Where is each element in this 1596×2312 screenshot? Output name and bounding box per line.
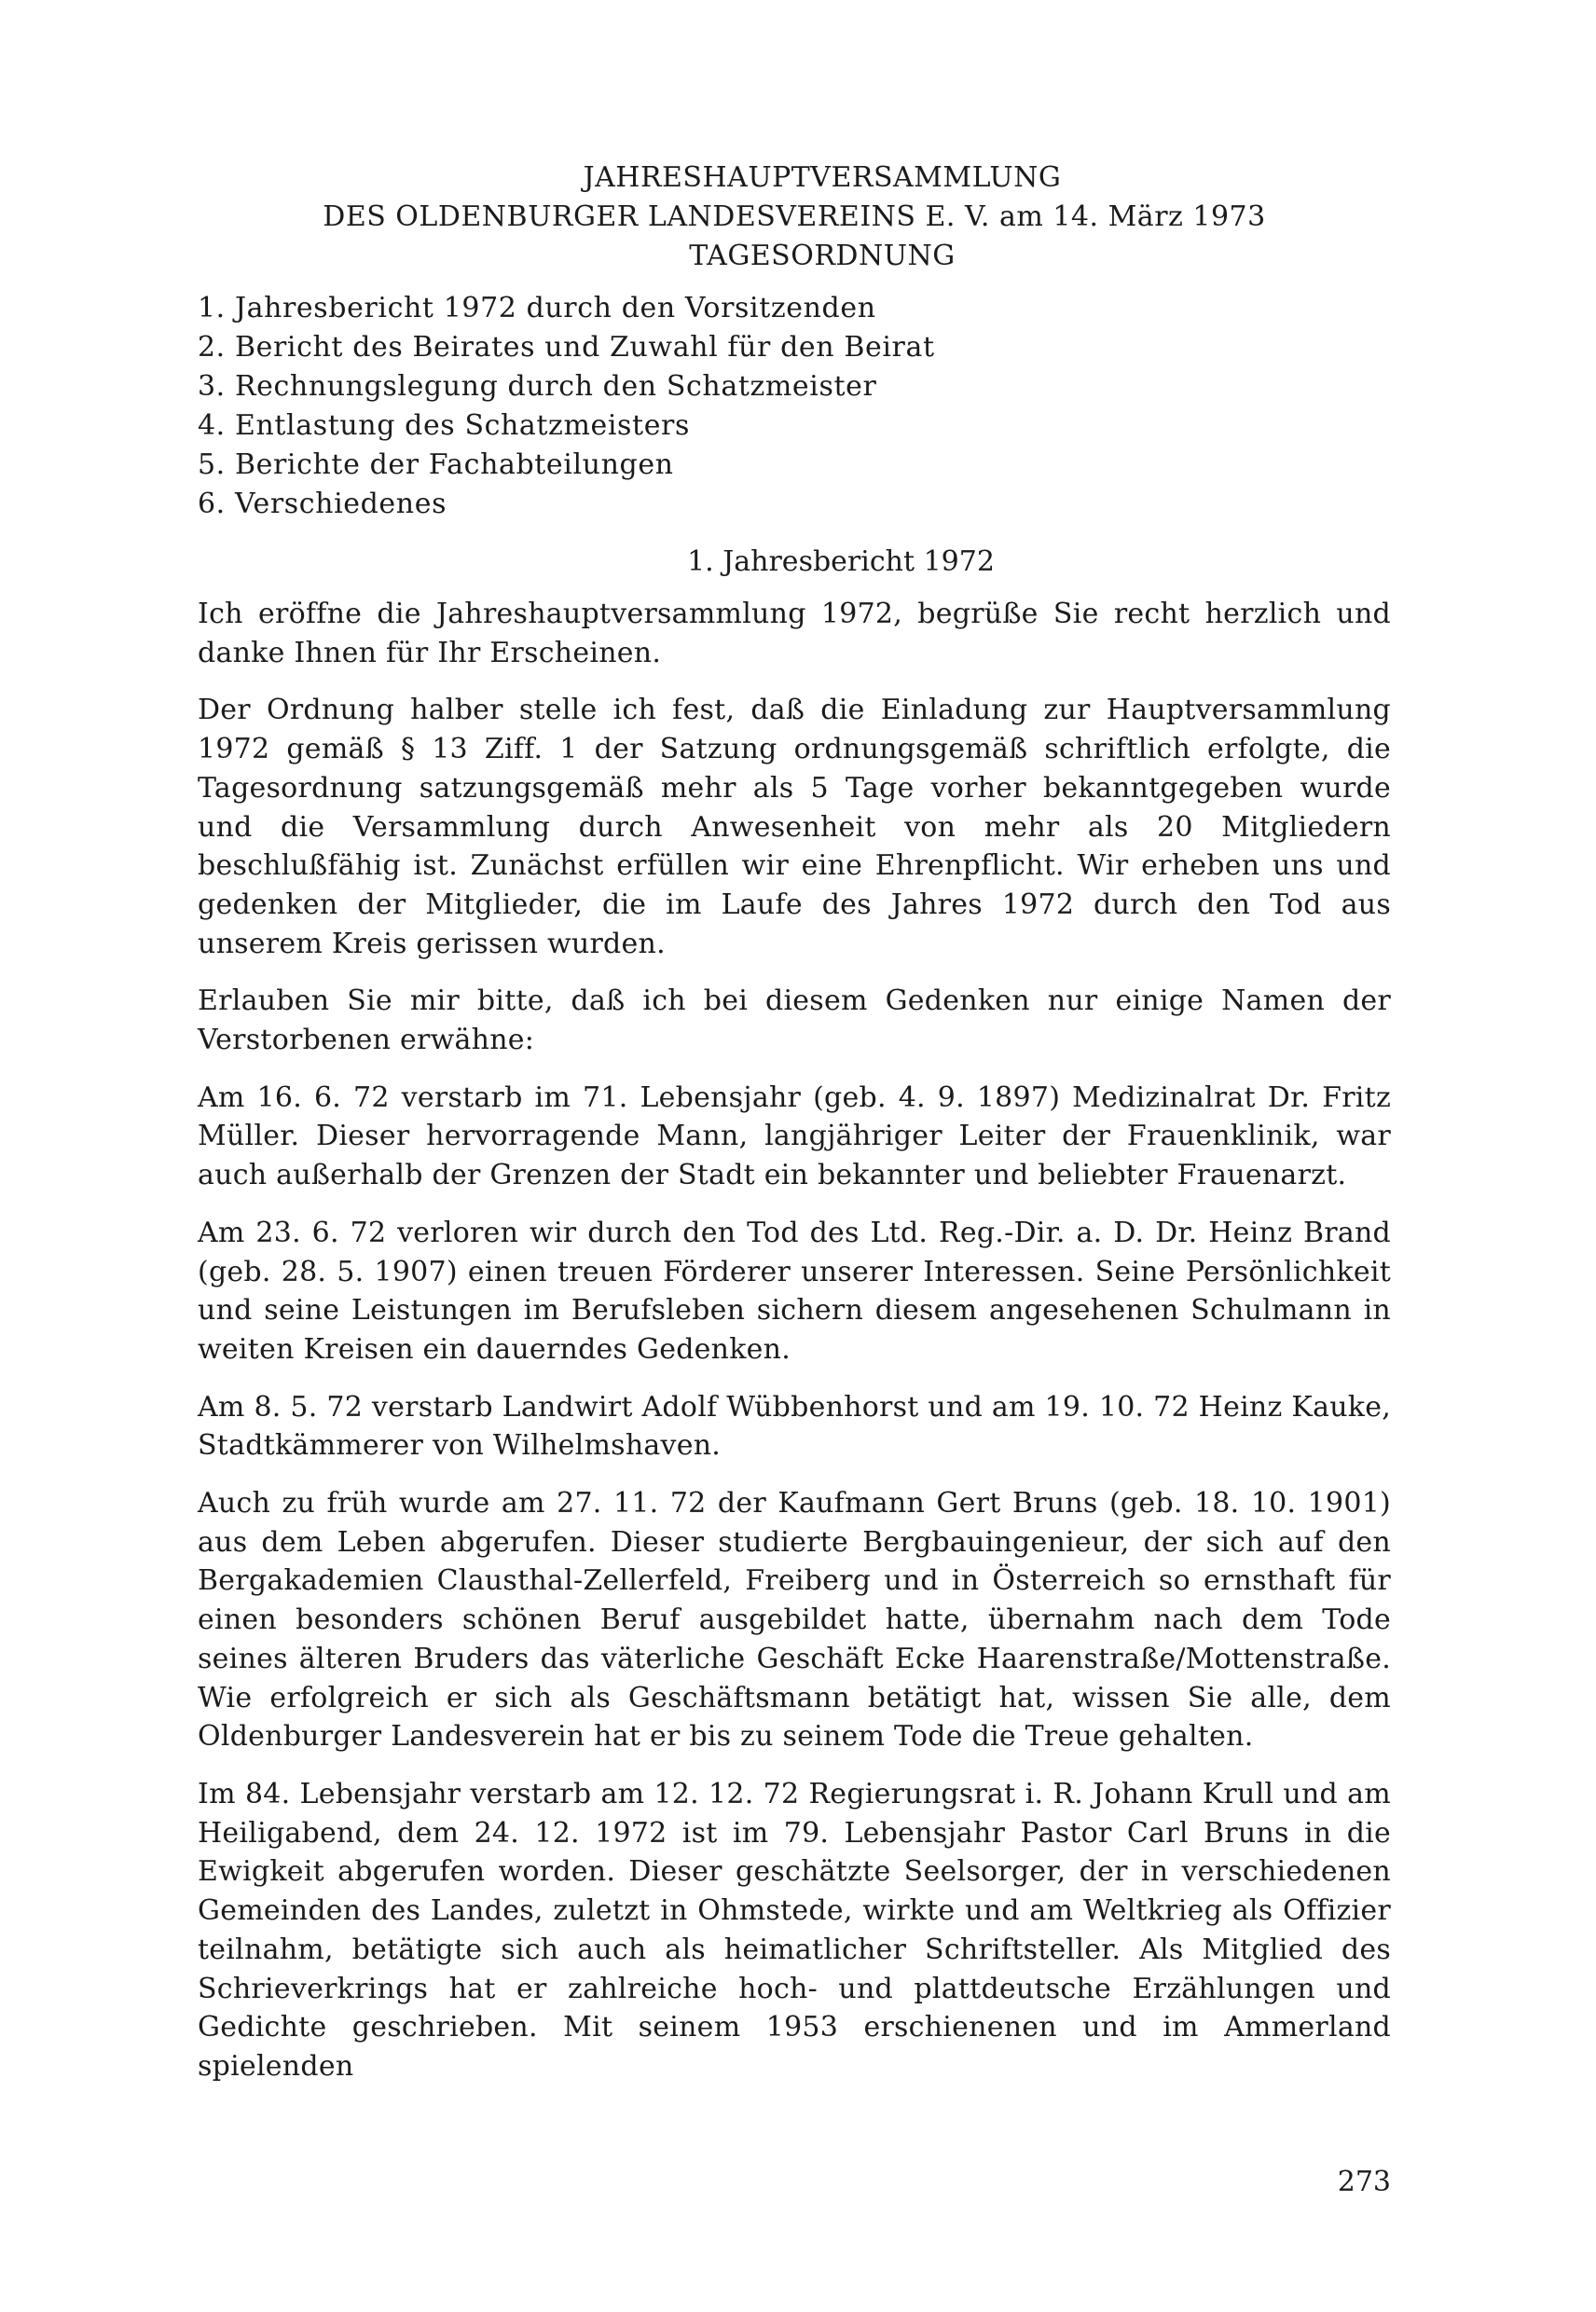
agenda-item: 5. Berichte der Fachabteilungen (198, 448, 674, 481)
document-page (198, 158, 1391, 2086)
paragraph: Der Ordnung halber stelle ich fest, daß die Einladung zur Hauptversammlung 1972 gemäß § 13 Ziff. 1 der Satzung ordnungsgemäß schriftlich erfolgte, die Tagesordnung satzungsgemäß mehr als 5 Tage vorher bekanntgegeben wurde und die Versammlung durch Anwesenheit von mehr als 20 Mitgliedern beschlußfähig ist. Zunächst erfüllen wir eine Ehrenpflicht. Wir erheben uns und gedenken der Mitglieder, die im Laufe des Jahres 1972 durch den Tod aus unserem Kreis gerissen wurden. (198, 694, 1391, 960)
paragraph: Im 84. Lebensjahr verstarb am 12. 12. 72 Regierungsrat i. R. Johann Krull und am Heiligabend, dem 24. 12. 1972 ist im 79. Lebensjahr Pastor Carl Bruns in die Ewigkeit abgerufen worden. Dieser geschätzte Seelsorger, der in verschiedenen Gemeinden des Landes, zuletzt in Ohmstede, wirkte und am Weltkrieg als Offizier teilnahm, betätigte sich auch als heimatlicher Schriftsteller. Als Mitglied des Schrieverkrings hat er zahlreiche hoch- und plattdeutsche Erzählungen und Gedichte geschrieben. Mit seinem 1953 erschienenen und im Ammerland spielenden (198, 1777, 1391, 2083)
paragraph: Ich eröffne die Jahreshauptversammlung 1972, begrüße Sie recht herzlich und danke Ihnen für Ihr Erscheinen. (198, 598, 1391, 669)
agenda-item: 2. Bericht des Beirates und Zuwahl für den Beirat (198, 331, 935, 364)
paragraph: Am 23. 6. 72 verloren wir durch den Tod des Ltd. Reg.-Dir. a. D. Dr. Heinz Brand (geb. 28. 5. 1907) einen treuen Förderer unserer Interessen. Seine Persönlichkeit und seine Leistungen im Berufsleben sichern diesem angesehenen Schulmann in weiten Kreisen ein dauerndes Gedenken. (198, 1216, 1391, 1366)
document-subtitle: DES OLDENBURGER LANDESVEREINS E. V. am 14. März 1973 (323, 200, 1266, 233)
agenda-item: 3. Rechnungslegung durch den Schatzmeister (198, 370, 877, 403)
page-number: 273 (1337, 2166, 1391, 2198)
agenda-heading: TAGESORDNUNG (689, 240, 956, 272)
agenda-list (198, 289, 1391, 524)
document-title: JAHRESHAUPTVERSAMMLUNG (583, 161, 1062, 194)
section-title: 1. Jahresbericht 1972 (687, 545, 995, 578)
agenda-item: 1. Jahresbericht 1972 durch den Vorsitzenden (198, 292, 876, 324)
paragraph: Am 16. 6. 72 verstarb im 71. Lebensjahr (geb. 4. 9. 1897) Medizinalrat Dr. Fritz Müller. Dieser hervorragende Mann, langjähriger Leiter der Frauenklinik, war auch außerhalb der Grenzen der Stadt ein bekannter und beliebter Frauenarzt. (198, 1080, 1391, 1192)
paragraph: Am 8. 5. 72 verstarb Landwirt Adolf Wübbenhorst und am 19. 10. 72 Heinz Kauke, Stadtkämmerer von Wilhelmshaven. (198, 1390, 1391, 1463)
agenda-item: 6. Verschiedenes (198, 488, 447, 520)
paragraph: Auch zu früh wurde am 27. 11. 72 der Kaufmann Gert Bruns (geb. 18. 10. 1901) aus dem Leben abgerufen. Dieser studierte Bergbauingenieur, der sich auf den Bergakademien Clausthal-Zellerfeld, Freiberg und in Österreich so ernsthaft für einen besonders schönen Beruf ausgebildet hatte, übernahm nach dem Tode seines älteren Bruders das väterliche Geschäft Ecke Haarenstraße/Mottenstraße. Wie erfolgreich er sich als Geschäftsmann betätigt hat, wissen Sie alle, dem Oldenburger Landesverein hat er bis zu seinem Tode die Treue gehalten. (198, 1487, 1391, 1754)
paragraph: Erlauben Sie mir bitte, daß ich bei diesem Gedenken nur einige Namen der Verstorbenen erwähne: (198, 984, 1391, 1057)
agenda-item: 4. Entlastung des Schatzmeisters (198, 409, 690, 442)
